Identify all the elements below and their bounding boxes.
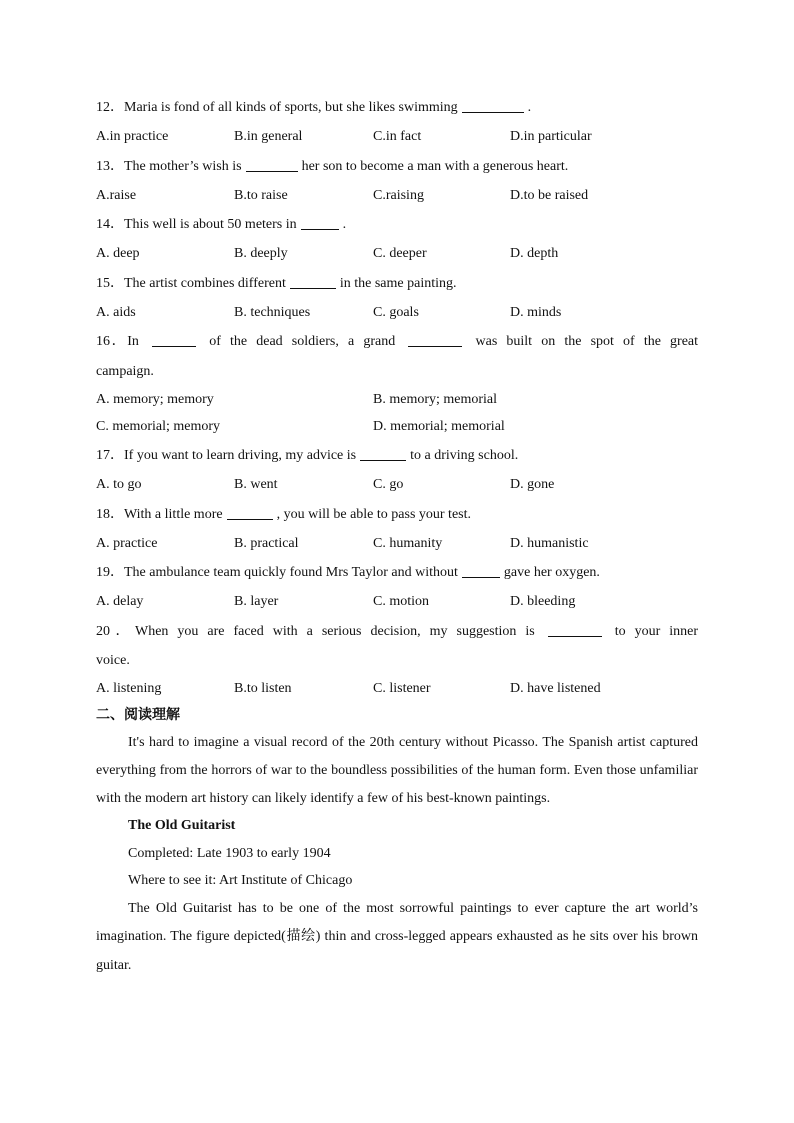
question-stem: 19．The ambulance team quickly found Mrs Taylor and without [96, 565, 458, 581]
option-a: A. to go [96, 477, 142, 493]
option-c: C.in fact [373, 129, 422, 145]
passage-intro: It's hard to imagine a visual record of the 20th century without Picasso. The Spanish artist captured everything from the horrors of war to the boundless possibilities of the human form. Even those unfamiliar with the modern art history can likely identify a few of his best-known paintings. [96, 735, 698, 806]
options-20 [96, 675, 698, 702]
answer-blank [152, 332, 196, 347]
question-stem: 16．In [96, 334, 139, 350]
answer-blank [548, 622, 602, 637]
answer-blank [360, 446, 406, 461]
option-d: D.in particular [510, 129, 592, 145]
option-d: D. gone [510, 477, 555, 493]
question-tail: to your inner [614, 623, 699, 639]
option-a: A. delay [96, 594, 144, 610]
question-stem: 20．When you are faced with a serious decision, my suggestion is [96, 623, 535, 639]
option-a: A. listening [96, 681, 162, 697]
options-14 [96, 239, 698, 268]
option-a: A.raise [96, 187, 137, 203]
question-15 [96, 269, 698, 298]
painting-title: The Old Guitarist [128, 818, 236, 834]
options-19 [96, 587, 698, 616]
answer-blank [227, 505, 273, 520]
option-d: D.to be raised [510, 187, 589, 203]
option-b: B.in general [234, 129, 303, 145]
option-d: D. bleeding [510, 594, 576, 610]
question-20 [96, 617, 698, 646]
option-d: D. have listened [510, 681, 601, 697]
answer-blank [290, 274, 336, 289]
option-d: D. depth [510, 246, 559, 262]
option-b: B. techniques [234, 305, 311, 321]
option-b: B.to raise [234, 187, 288, 203]
answer-blank [246, 157, 298, 172]
painting-description: The Old Guitarist has to be one of the most sorrowful paintings to ever capture the art world’s imagination. The figure depicted(描绘) thin and cross-legged appears exhausted as he sits over his brown guitar. [96, 900, 698, 973]
option-b: B. deeply [234, 246, 288, 262]
question-middle: of the dead soldiers, a grand [209, 334, 396, 350]
options-12 [96, 122, 698, 151]
question-stem: 15．The artist combines different [96, 275, 286, 291]
answer-blank [462, 98, 524, 113]
painting-location: Where to see it: Art Institute of Chicago [128, 873, 353, 889]
question-stem: 18．With a little more [96, 506, 223, 522]
option-b: B. practical [234, 535, 299, 551]
options-17 [96, 470, 698, 499]
option-a: A. practice [96, 535, 158, 551]
exam-page [96, 93, 698, 980]
options-16-row1 [96, 386, 698, 413]
question-tail: her son to become a man with a generous heart. [301, 158, 569, 174]
option-a: A.in practice [96, 129, 169, 145]
question-16-continued [96, 357, 698, 386]
question-17 [96, 441, 698, 470]
options-15 [96, 298, 698, 327]
option-a: A. memory; memory [96, 391, 214, 407]
question-20-continued [96, 646, 698, 675]
question-continuation: voice. [96, 653, 130, 669]
options-18 [96, 529, 698, 558]
question-19 [96, 558, 698, 587]
answer-blank-2 [408, 332, 462, 347]
option-b: B.to listen [234, 681, 292, 697]
option-a: A. aids [96, 305, 136, 321]
question-tail: to a driving school. [410, 447, 519, 463]
question-stem: 17．If you want to learn driving, my advice is [96, 447, 357, 463]
option-b: B. layer [234, 594, 279, 610]
question-stem: 13．The mother’s wish is [96, 158, 242, 174]
option-d: D. memorial; memorial [373, 418, 505, 434]
question-tail: . [527, 100, 532, 115]
question-13 [96, 152, 698, 181]
question-tail: was built on the spot of the great [475, 334, 699, 350]
section-heading: 二、阅读理解 [96, 707, 180, 724]
option-b: B. went [234, 477, 278, 493]
question-stem: 14．This well is about 50 meters in [96, 217, 297, 233]
question-tail: gave her oxygen. [503, 565, 600, 581]
option-d: D. minds [510, 305, 562, 321]
question-tail: . [342, 217, 347, 233]
options-13 [96, 181, 698, 210]
answer-blank [462, 563, 500, 578]
option-d: D. humanistic [510, 535, 589, 551]
question-continuation: campaign. [96, 363, 154, 379]
option-c: C. motion [373, 594, 430, 610]
question-18 [96, 500, 698, 529]
option-a: A. deep [96, 246, 140, 262]
question-12 [96, 93, 698, 122]
question-stem: 12．Maria is fond of all kinds of sports, but she likes swimming [96, 100, 458, 115]
option-c: C. memorial; memory [96, 418, 221, 434]
option-b: B. memory; memorial [373, 391, 498, 407]
options-16-row2 [96, 413, 698, 441]
answer-blank [301, 215, 339, 230]
option-c: C.raising [373, 187, 424, 203]
question-16 [96, 327, 698, 356]
question-14 [96, 210, 698, 239]
option-c: C. goals [373, 305, 419, 321]
question-tail: , you will be able to pass your test. [276, 506, 471, 522]
painting-completed: Completed: Late 1903 to early 1904 [128, 845, 331, 861]
question-tail: in the same painting. [339, 275, 457, 291]
option-c: C. listener [373, 681, 431, 697]
option-c: C. go [373, 477, 404, 493]
option-c: C. humanity [373, 535, 443, 551]
option-c: C. deeper [373, 246, 427, 262]
